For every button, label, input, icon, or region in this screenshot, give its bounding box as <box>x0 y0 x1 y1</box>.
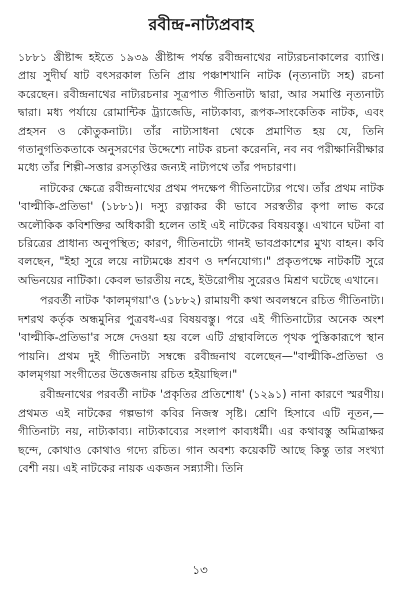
page-number: ১৩ <box>192 563 208 577</box>
paragraph-1: ১৮৮১ খ্রীষ্টাব্দ হইতে ১৯৩৯ খ্রীষ্টাব্দ পর্যন্ত রবীন্দ্রনাথের নাট্যরচনাকালের ব্যাপ্তি। প্রায় সুদীর্ঘ ষাট বৎসরকাল তিনি প্রায় পঞ্চাশখানি নাটক (নৃত্যনাট্য সহ) রচনা করেছেন। রবীন্দ্রনাথের নাট্যরচনার সূত্রপাত গীতিনাট্য দ্বারা, আর সমাপ্তি নৃত্যনাট্য দ্বারা। মধ্য পর্যায়ে রোমান্টিক ট্র্যাজেডি, নাট্যকাব্য, রূপক-সাংকেতিক নাটক, এবং প্রহসন ও কৌতুকনাট্য। তাঁর নাট্যসাধনা থেকে প্রমাণিত হয় যে, তিনি গতানুগতিকতাকে অনুসরণের উদ্দেশ্যে নাটক রচনা করেননি, নব নব পরীক্ষানিরীক্ষার মধ্যে তাঁর শিল্পী-সত্তার রসতৃপ্তির জন্যই নাট্যপথে তাঁর পদচারণা। <box>18 51 384 175</box>
paragraph-4: রবীন্দ্রনাথের পরবর্তী নাটক 'প্রকৃতির প্রতিশোধ' (১২৯১) নানা কারণে স্মরণীয়। প্রথমত এই নাটকের গল্পভাগ কবির নিজস্ব সৃষ্টি। শ্রেণি হিসাবে এটি নূতন,—গীতিনাট্য নয়, নাট্যকাব্য। নাট্যকাব্যের সংলাপ কাব্যধর্মী। এর কথাবস্তু অমিত্রাক্ষর ছন্দে, কোথাও কোথাও গদ্যে রচিত। গান অবশ্য কয়েকটি আছে কিন্তু তার সংখ্যা বেশী নয়। এই নাটকের নায়ক একজন সন্ন্যাসী। তিনি <box>18 388 384 475</box>
page-title: রবীন্দ্র-নাট্যপ্রবাহ <box>148 15 254 34</box>
paragraph-2: নাটকের ক্ষেত্রে রবীন্দ্রনাথের প্রথম পদক্ষেপ গীতিনাট্যের পথে। তাঁর প্রথম নাটক 'বাল্মীকি-প্রতিভা' (১৮৮১)। দস্যু রত্নাকর কী ভাবে সরস্বতীর কৃপা লাভ করে অলৌকিক কবিশক্তির অধিকারী হলেন তাই এই নাটকের বিষয়বস্তু। এখানে ঘটনা বা চরিত্রের প্রাধান্য অনুপস্থিত; কারণ, গীতিনাট্যে গানই ভাবপ্রকাশের মুখ্য বাহন। কবি বলছেন, "ইহা সুরে লয়ে নাট্যমঞ্চে শ্রবণ ও দর্শনযোগ্য।" প্রকৃতপক্ষে নাটকটি সুরে অভিনয়ের নাটিকা। কেবল ভারতীয় নহে, ইউরোপীয় সুরেরও মিশ্রণ ঘটেছে এখানে। <box>18 181 384 287</box>
paragraph-3: পরবর্তী নাটক 'কালমৃগয়া'ও (১৮৮২) রামায়ণী কথা অবলম্বনে রচিত গীতিনাট্য। দশরথ কর্তৃক অন্ধমুনির পুত্রবধ-এর বিষয়বস্তু। পরে এই গীতিনাট্যের অনেক অংশ 'বাল্মীকি-প্রতিভা'র সঙ্গে দেওয়া হয় বলে এটি গ্রন্থাবলিতে পৃথক পুস্তিকারূপে স্থান পায়নি। প্রথম দুই গীতিনাট্য সম্বন্ধে রবীন্দ্রনাথ বলেছেন—"বাল্মীকি-প্রতিভা ও কালমৃগয়া সংগীতের উত্তেজনায় রচিত হইয়াছিল।" <box>18 294 384 381</box>
page-body <box>18 49 384 478</box>
